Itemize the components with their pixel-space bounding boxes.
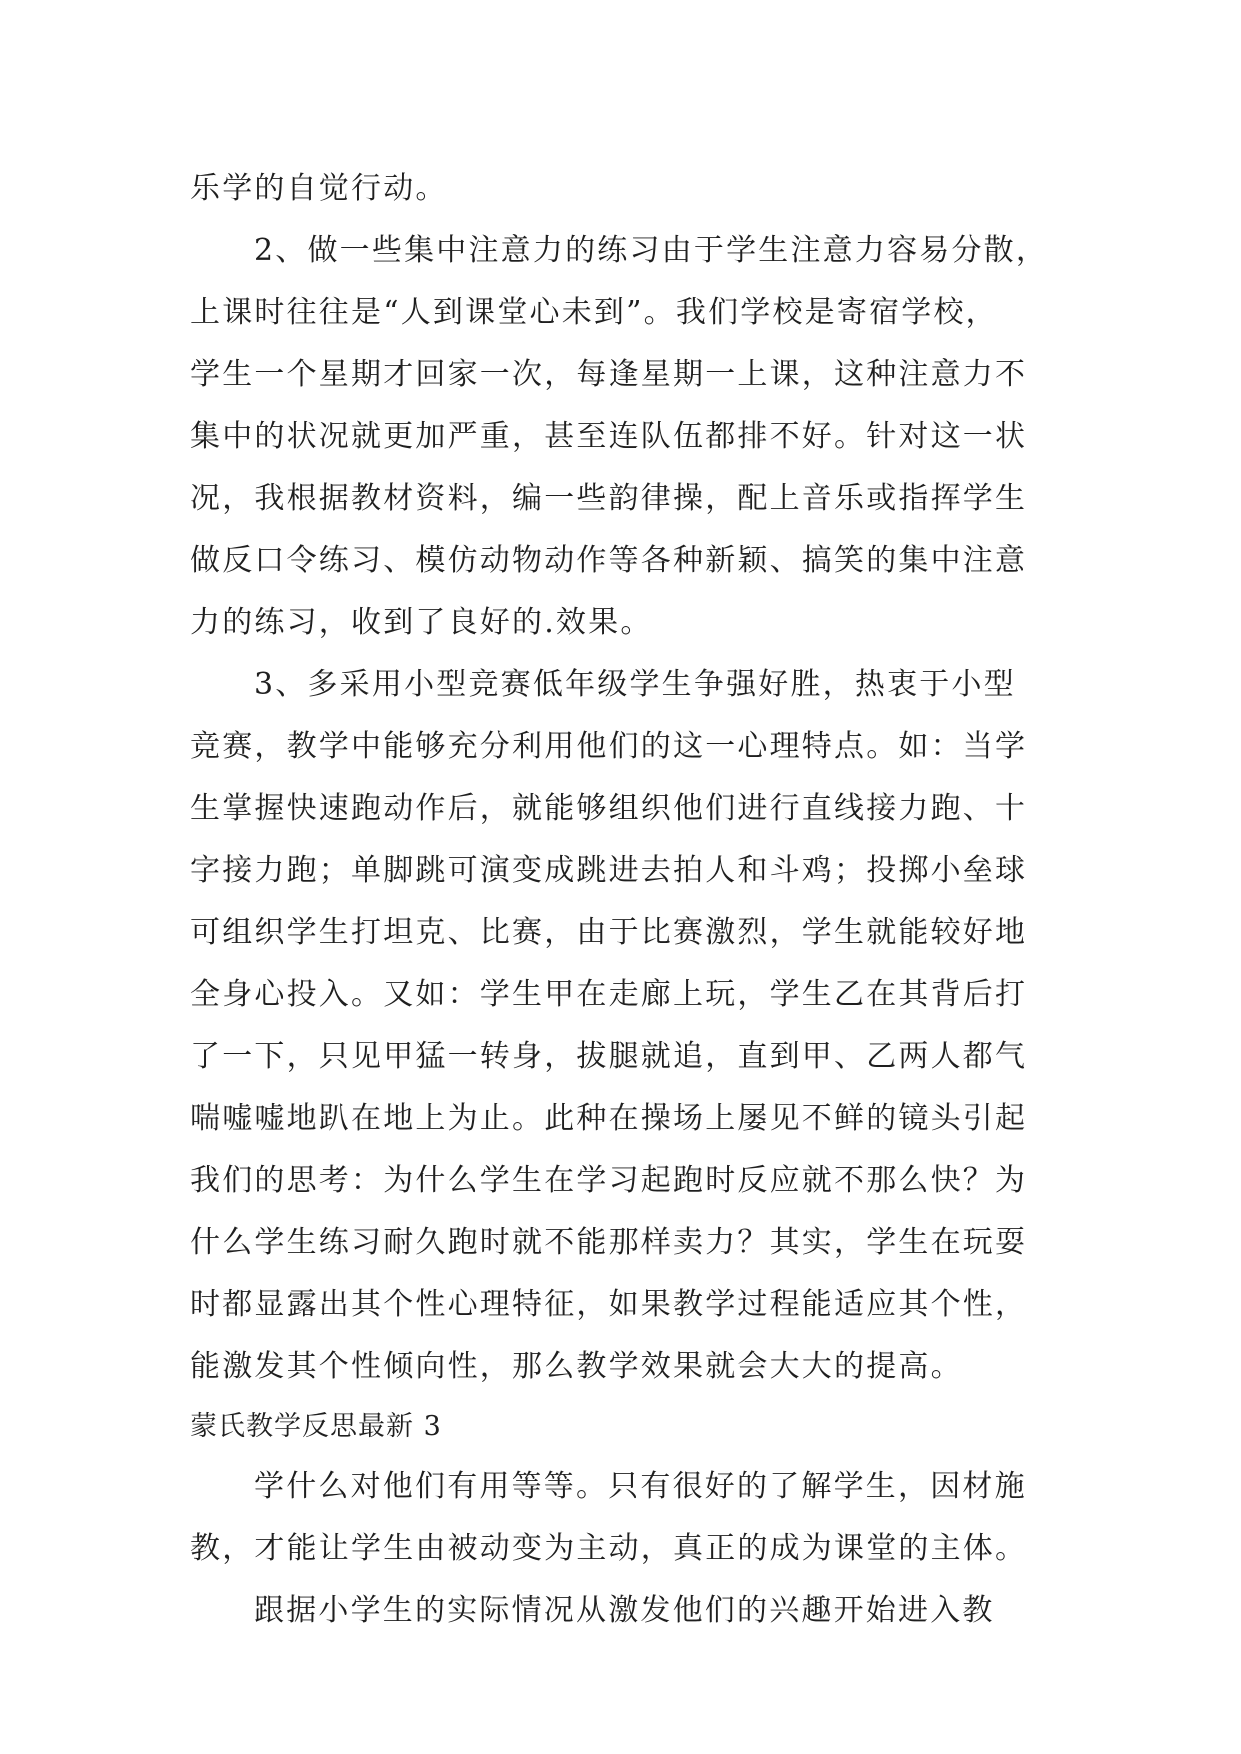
section-heading: 蒙氏教学反思最新 3 xyxy=(190,1411,442,1442)
paragraph-line: 生掌握快速跑动作后，就能够组织他们进行直线接力跑、十 xyxy=(190,791,1028,826)
paragraph-line: 时都显露出其个性心理特征，如果教学过程能适应其个性， xyxy=(190,1287,1028,1322)
paragraph-line: 跟据小学生的实际情况从激发他们的兴趣开始进入教 xyxy=(254,1593,995,1628)
paragraph-line: 什么学生练习耐久跑时就不能那样卖力？其实，学生在玩耍 xyxy=(190,1225,1028,1260)
paragraph-line: 学什么对他们有用等等。只有很好的了解学生，因材施 xyxy=(254,1469,1027,1504)
paragraph-line: 力的练习，收到了良好的.效果。 xyxy=(190,605,653,640)
paragraph-line: 况，我根据教材资料，编一些韵律操，配上音乐或指挥学生 xyxy=(190,481,1028,516)
paragraph-line: 字接力跑；单脚跳可演变成跳进去拍人和斗鸡；投掷小垒球 xyxy=(190,853,1028,888)
paragraph-line: 学生一个星期才回家一次，每逢星期一上课，这种注意力不 xyxy=(190,357,1028,392)
paragraph-line: 做反口令练习、模仿动物动作等各种新颖、搞笑的集中注意 xyxy=(190,543,1028,578)
paragraph-line: 了一下，只见甲猛一转身，拔腿就追，直到甲、乙两人都气 xyxy=(190,1039,1028,1074)
paragraph-line: 我们的思考：为什么学生在学习起跑时反应就不那么快？为 xyxy=(190,1163,1028,1198)
paragraph-line: 能激发其个性倾向性，那么教学效果就会大大的提高。 xyxy=(190,1349,963,1384)
paragraph-line: 全身心投入。又如：学生甲在走廊上玩，学生乙在其背后打 xyxy=(190,977,1028,1012)
paragraph-line: 集中的状况就更加严重，甚至连队伍都排不好。针对这一状 xyxy=(190,419,1028,454)
paragraph-line: 乐学的自觉行动。 xyxy=(190,171,448,206)
document-body xyxy=(190,158,1070,1642)
paragraph-line: 2、做一些集中注意力的练习由于学生注意力容易分散， xyxy=(254,233,1049,268)
paragraph-line: 竞赛，教学中能够充分利用他们的这一心理特点。如：当学 xyxy=(190,729,1028,764)
paragraph-line: 教，才能让学生由被动变为主动，真正的成为课堂的主体。 xyxy=(190,1531,1028,1566)
paragraph-line: 3、多采用小型竞赛低年级学生争强好胜，热衷于小型 xyxy=(254,667,1016,702)
paragraph-line: 上课时往往是“人到课堂心未到”。我们学校是寄宿学校， xyxy=(190,295,998,330)
paragraph-line: 喘嘘嘘地趴在地上为止。此种在操场上屡见不鲜的镜头引起 xyxy=(190,1101,1028,1136)
paragraph-line: 可组织学生打坦克、比赛，由于比赛激烈，学生就能较好地 xyxy=(190,915,1028,950)
